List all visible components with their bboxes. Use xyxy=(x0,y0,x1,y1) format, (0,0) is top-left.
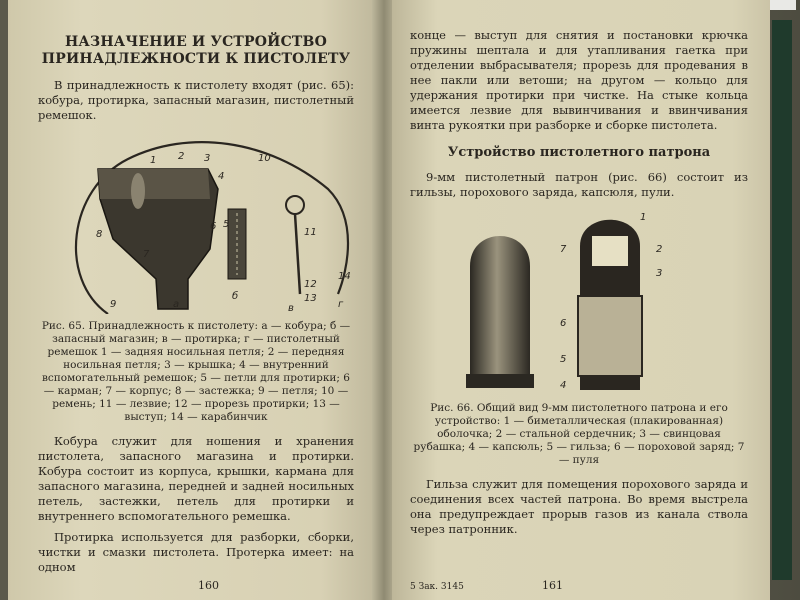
book-cover-edge xyxy=(772,20,792,580)
fig65-label-13: 13 xyxy=(304,293,317,304)
left-intro-paragraph: В принадлежность к пистолету входят (рис. 65): кобура, протирка, запасный магазин, пистолетный ремешок. xyxy=(38,78,354,122)
right-section-heading: Устройство пистолетного патрона xyxy=(447,145,711,160)
fig65-label-1: 1 xyxy=(150,155,157,166)
fig66-label-7: 7 xyxy=(560,244,567,255)
fig66-label-2: 2 xyxy=(656,244,663,255)
left-page-number: 160 xyxy=(198,579,219,592)
fig66-label-6: 6 xyxy=(560,318,567,329)
figure-65-caption: Рис. 65. Принадлежность к пистолету: а — кобура; б — запасный магазин; в — протирка; г — пистолетный ремешок 1 — задняя носильная петля; 2 — передняя носильная петля; 3 — крышка; 4 — внутренний вспомогательный ремешок; 5 — петли для протирки; 6 — карман; 7 — корпус; 8 — застежка; 9 — петля; 10 — ремень; 11 — лезвие; 12 — прорезь протирки; 13 — выступ; 14 — карабинчик xyxy=(41,320,351,423)
figure-65-drawing xyxy=(38,129,354,314)
left-body-paragraph-1: Кобура служит для ношения и хранения пистолета, запасного магазина и протирки. Кобура состоит из корпуса, крышки, кармана для запасного магазина, передней и задней носильных петель, застежки, петель для протирки и внутреннего вспомогательного ремешка. xyxy=(38,434,354,523)
holster-flap xyxy=(98,169,210,199)
right-continued-paragraph: конце — выступ для снятия и постановки крючка пружины шептала и для утапливания гаетка при отделении выбрасывателя; прорезь для продевания в нее пакли или ветоши; на другом — кольцо для удержания протирки при чистке. На стыке кольца имеется лезвие для вывинчивания и ввинчивания винта рукоятки при разборке и сборке пистолета. xyxy=(410,28,748,132)
fig65-label-5: 5 xyxy=(223,219,230,230)
fig65-label-3: 3 xyxy=(204,153,211,164)
printer-signature: 5 Зак. 3145 xyxy=(410,582,464,592)
cleaning-rod-shaft xyxy=(295,214,300,294)
fig65-label-4: 4 xyxy=(218,171,225,182)
section-core xyxy=(592,236,628,266)
left-body-paragraph-2: Протирка используется для разборки, сборки, чистки и смазки пистолета. Протерка имеет: на одном xyxy=(38,530,354,574)
fig65-label-6: 6 xyxy=(210,221,217,232)
section-powder xyxy=(578,296,642,376)
fig65-label-14: 14 xyxy=(338,271,351,282)
case-shape xyxy=(470,266,530,376)
fig65-label-v: в xyxy=(288,303,294,314)
figure-66-caption: Рис. 66. Общий вид 9-мм пистолетного патрона и его устройство: 1 — биметаллическая (плакированная) оболочка; 2 — стальной сердечник; 3 — свинцовая рубашка; 4 — капсюль; 5 — гильза; 6 — пороховой заряд; 7 — пуля xyxy=(413,402,745,466)
figure-65 xyxy=(38,129,354,314)
fig65-label-8: 8 xyxy=(96,229,103,240)
left-page-title: НАЗНАЧЕНИЕ И УСТРОЙСТВО ПРИНАДЛЕЖНОСТИ К ПИСТОЛЕТУ xyxy=(41,34,351,67)
fig65-label-b: б xyxy=(232,291,239,302)
right-page-number: 161 xyxy=(542,579,563,592)
fig65-label-2: 2 xyxy=(178,151,185,162)
fig65-label-g: г xyxy=(338,299,344,310)
fig65-label-7: 7 xyxy=(143,249,150,260)
right-page xyxy=(392,0,770,600)
fig66-label-4: 4 xyxy=(560,380,567,391)
fig65-label-11: 11 xyxy=(304,227,317,238)
bullet-shape xyxy=(470,236,530,266)
left-page xyxy=(8,0,376,600)
figure-66 xyxy=(410,206,748,396)
fig66-label-3: 3 xyxy=(656,268,663,279)
right-intro-paragraph: 9-мм пистолетный патрон (рис. 66) состоит из гильзы, порохового заряда, капсюля, пули. xyxy=(410,170,748,199)
cleaning-rod-ring xyxy=(286,196,304,214)
figure-66-drawing xyxy=(410,206,740,396)
fig65-label-a: а xyxy=(173,299,180,310)
holster-clasp xyxy=(131,173,145,209)
case-rim xyxy=(466,374,534,388)
right-body-paragraph: Гильза служит для помещения порохового заряда и соединения всех частей патрона. Во время выстрела она предупреждает прорыв газов из канала ствола через патронник. xyxy=(410,477,748,536)
fig66-label-5: 5 xyxy=(560,354,567,365)
fig66-label-1: 1 xyxy=(640,212,647,223)
fig65-label-10: 10 xyxy=(258,153,271,164)
fig65-label-12: 12 xyxy=(304,279,317,290)
fig65-label-9: 9 xyxy=(110,299,117,310)
section-base xyxy=(580,376,640,390)
